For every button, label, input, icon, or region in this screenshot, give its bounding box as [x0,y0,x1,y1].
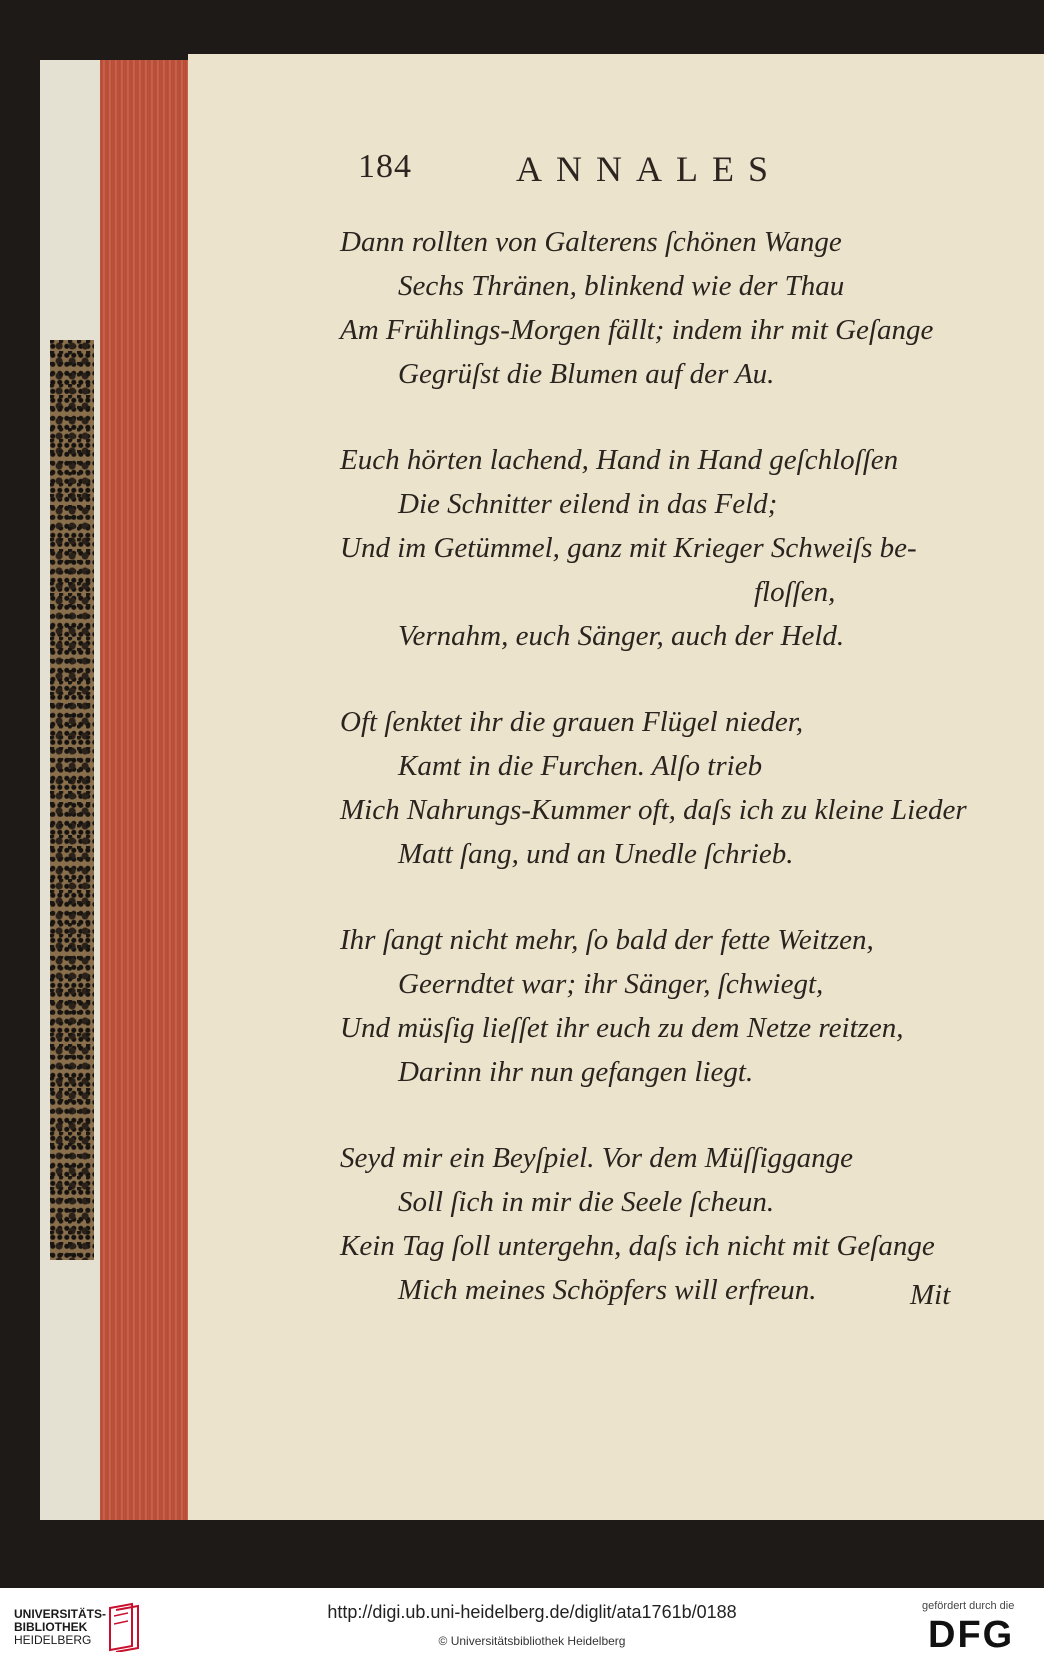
page-header [330,148,850,198]
poem-line: Die Schnitter eilend in das Feld; [398,488,778,520]
dfg-logo[interactable]: DFG [928,1614,1015,1656]
library-line: UNIVERSITÄTS- [14,1607,107,1621]
copyright-notice: © Universitätsbibliothek Heidelberg [438,1634,626,1648]
poem-line: Am Frühlings-Morgen fällt; indem ihr mit Geſange [340,314,934,346]
marbled-board [50,340,94,1260]
stanza-4 [340,918,1000,1094]
poem-line: Seyd mir ein Beyſpiel. Vor dem Müſſiggange [340,1142,854,1174]
poem-line: Und müsſig lieſſet ihr euch zu dem Netze reitzen, [340,1012,904,1044]
poem-line: Vernahm, euch Sänger, auch der Held. [398,620,845,652]
poem-line: Und im Getümmel, ganz mit Krieger Schweiſs be- [340,532,917,564]
poem-line: Mich Nahrungs-Kummer oft, daſs ich zu kleine Lieder [340,794,967,826]
stanza-1 [340,220,1000,396]
poem-line: floſſen, [754,576,836,608]
library-line: HEIDELBERG [14,1633,92,1647]
poem-line: Ihr ſangt nicht mehr, ſo bald der fette Weitzen, [340,924,874,956]
stanza-5 [340,1136,1000,1312]
poem-line: Gegrüſst die Blumen auf der Au. [398,358,775,390]
poem-line: Dann rollten von Galterens ſchönen Wange [340,226,842,258]
poem-line: Oft ſenktet ihr die grauen Flügel nieder, [340,706,804,738]
poem-line: Darinn ihr nun gefangen liegt. [398,1056,754,1088]
library-name[interactable] [14,1608,106,1647]
poem-text [340,220,1000,1354]
library-logo-icon[interactable] [106,1602,142,1652]
catchword: Mit [910,1279,951,1311]
poem-line: Euch hörten lachend, Hand in Hand geſchloſſen [340,444,899,476]
running-title: ANNALES [516,149,782,189]
document-url[interactable]: http://digi.ub.uni-heidelberg.de/diglit/ata1761b/0188 [327,1602,737,1622]
funding-caption: gefördert durch die [922,1600,1015,1612]
poem-line: Matt ſang, und an Unedle ſchrieb. [398,838,794,870]
poem-line: Sechs Thränen, blinkend wie der Thau [398,270,845,302]
poem-line: Soll ſich in mir die Seele ſcheun. [398,1186,775,1218]
stanza-3 [340,700,1000,876]
viewer-footer [0,1588,1044,1663]
page-number: 184 [358,148,412,185]
poem-line: Kamt in die Furchen. Alſo trieb [398,750,763,782]
stanza-2 [340,438,1000,658]
poem-line: Geerndtet war; ihr Sänger, ſchwiegt, [398,968,824,1000]
poem-line: Kein Tag ſoll untergehn, daſs ich nicht mit Geſange [340,1230,935,1262]
poem-line: Mich meines Schöpfers will erfreun. [398,1274,817,1306]
library-line: BIBLIOTHEK [14,1620,88,1634]
page-edges [100,60,189,1520]
